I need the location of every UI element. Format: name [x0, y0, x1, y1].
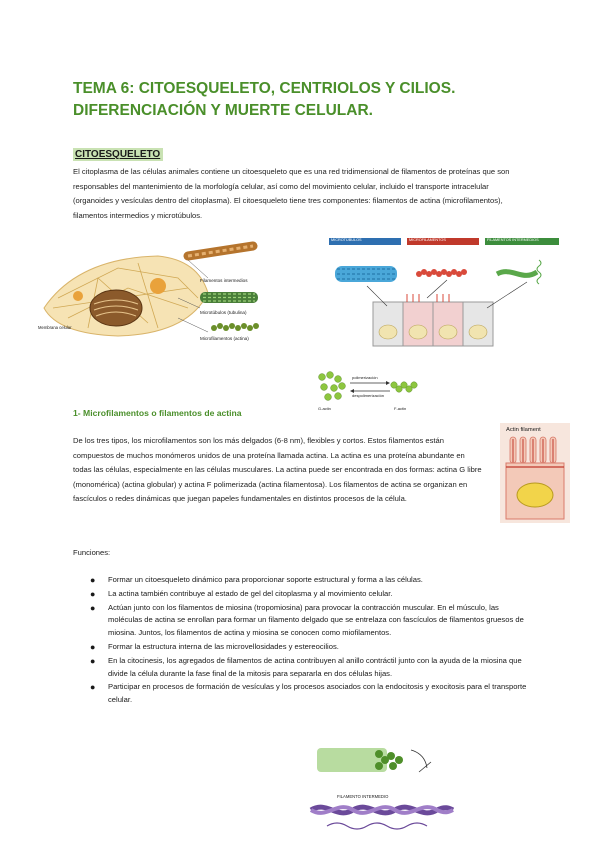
- caption-intermediate-filament: FILAMENTO INTERMEDIO: [337, 794, 389, 799]
- bullet-icon: ●: [90, 575, 96, 585]
- label-microtubules: Microtúbulos (tubulina): [200, 310, 247, 315]
- list-item: ● La actina también contribuye al estado de gel del citoplasma y al movimiento celular.: [90, 588, 393, 599]
- label-g-actin: G-actin: [318, 406, 331, 411]
- title-line-1: TEMA 6: CITOESQUELETO, CENTRIOLOS Y CILIOS.: [73, 80, 456, 97]
- label-cell-membrane: Membrana celular: [38, 325, 72, 330]
- label-depolymerization: despolimerización: [352, 393, 385, 398]
- bullet-icon: ●: [90, 588, 96, 599]
- functions-label: Funciones:: [73, 548, 111, 557]
- header-microfilaments: MICROFILAMENTOS: [409, 238, 446, 242]
- header-microtubules: MICROTÚBULOS: [331, 238, 362, 242]
- label-microfilaments: Microfilamentos (actina): [200, 336, 249, 341]
- title-line-2: DIFERENCIACIÓN Y MUERTE CELULAR.: [73, 102, 373, 119]
- label-intermediate-filaments: Filamentos intermedios: [200, 278, 248, 283]
- label-actin-filament: Actin filament: [506, 427, 541, 433]
- cytoskeleton-cell-figure: [38, 238, 288, 346]
- section-heading-citoesqueleto: CITOESQUELETO: [73, 148, 163, 161]
- bullet-icon: ●: [90, 641, 96, 652]
- microfilaments-paragraph: De los tres tipos, los microfilamentos son los más delgados (6-8 nm), flexibles y cortos. Estos filamentos están compuestos de muchos monómeros unidos de una proteína llamada actina. La actina es una proteína abundante en todas las células, especialmente en las células musculares. La actina puede ser encontrada en dos formas: actina G libre (monomérica) (actina globular) y actina F polimerizada (actina filamentosa). Los filamentos de actina se organizan en fascículos o redes dinámicas que juegan papeles fundamentales en distintos procesos de la célula.: [73, 436, 482, 504]
- list-item: ● Participar en procesos de formación de vesículas y los procesos asociados con la endocitosis y exocitosis para el transporte celular.: [90, 682, 527, 705]
- list-item: ● Actúan junto con los filamentos de miosina (tropomiosina) para provocar la contracción muscular. En el músculo, las moléculas de actina se enrollan para formar un filamento delgado que se entrelaza con fascículos de filamentos gruesos de miosina. Juntos, los filamentos de actina y miosina se conocen como miofilamentos.: [90, 602, 524, 638]
- functions-list: [73, 574, 529, 708]
- actin-polymerization-figure: [312, 363, 418, 415]
- actin-filament-cell-figure: [500, 423, 570, 523]
- bullet-icon: ●: [90, 682, 96, 693]
- page-title: [73, 78, 543, 122]
- epithelium-filaments-figure: [327, 236, 562, 348]
- intro-paragraph: El citoplasma de las células animales contiene un citoesqueleto que es una red tridimensional de filamentos de proteínas que son responsables del mantenimiento de la morfología celular, así como del movimiento celular, incluido el transporte intracelular (organoides y vesículas dentro del citoplasma). El citoesqueleto tiene tres componentes: filamentos de actina (microfilamentos), filamentos intermedios y microtúbulos.: [73, 167, 510, 220]
- list-item: ● En la citocinesis, los agregados de filamentos de actina contribuyen al anillo contráctil junto con la ayuda de la miosina que divide la célula durante la fase final de la mitosis para separarla en dos células hijas.: [90, 655, 522, 678]
- label-polymerization: polimerización: [352, 375, 378, 380]
- header-intermediate-filaments: FILAMENTOS INTERMEDIOS: [487, 238, 539, 242]
- list-item: ● Formar un citoesqueleto dinámico para proporcionar soporte estructural y forma a las células.: [90, 575, 423, 585]
- label-f-actin: F-actin: [394, 406, 407, 411]
- intermediate-filament-figure: [307, 742, 457, 838]
- list-item: ● Formar la estructura interna de las microvellosidades y estereocilios.: [90, 641, 339, 652]
- bullet-icon: ●: [90, 602, 96, 613]
- subsection-heading-microfilaments: 1- Microfilamentos o filamentos de actina: [73, 408, 242, 418]
- bullet-icon: ●: [90, 655, 96, 666]
